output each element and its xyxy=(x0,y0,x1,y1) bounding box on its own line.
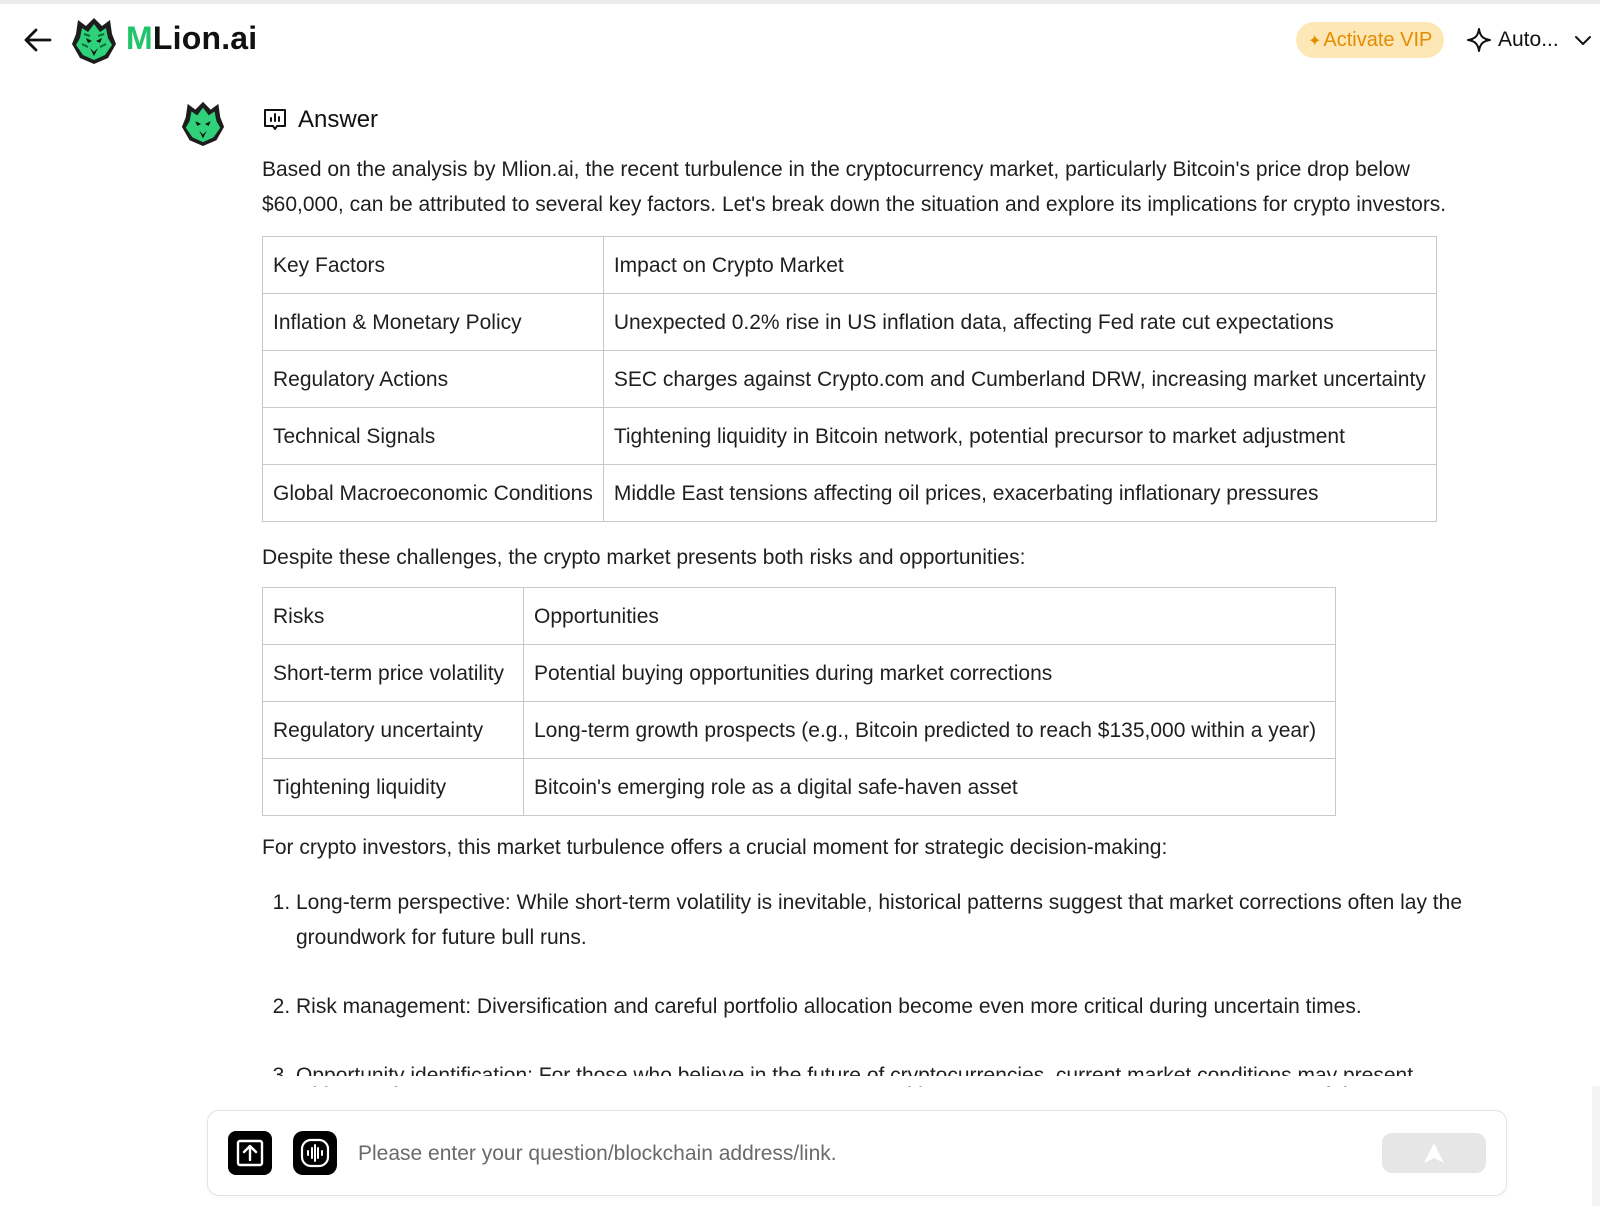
app-header xyxy=(0,4,1600,76)
list-item: 2. Risk management: Diversification and careful portfolio allocation become even more critical during uncertain times. xyxy=(296,989,1492,1024)
question-input[interactable] xyxy=(356,1131,1340,1177)
arrow-up-icon xyxy=(1382,1133,1486,1173)
answer-header xyxy=(262,106,378,134)
brand-name-rest: Lion.ai xyxy=(152,20,258,56)
table-cell: Regulatory uncertainty xyxy=(263,702,524,759)
back-button[interactable] xyxy=(20,22,56,58)
table-row xyxy=(263,294,1437,351)
table-row xyxy=(263,702,1336,759)
activate-vip-label: Activate VIP xyxy=(1323,29,1433,51)
send-button[interactable] xyxy=(1382,1133,1486,1173)
table-cell: Bitcoin's emerging role as a digital safe-haven asset xyxy=(524,759,1336,816)
table-cell: Long-term growth prospects (e.g., Bitcoin predicted to reach $135,000 within a year) xyxy=(524,702,1336,759)
table-header-cell: Opportunities xyxy=(524,588,1336,645)
answer-intro: Based on the analysis by Mlion.ai, the recent turbulence in the cryptocurrency market, particularly Bitcoin's price drop below $60,000, can be attributed to several key factors. Let's break down the situation and explore its implications for crypto investors. xyxy=(262,158,1447,216)
chart-bubble-icon xyxy=(262,107,288,133)
key-factors-table xyxy=(262,236,1437,522)
table-cell: Unexpected 0.2% rise in US inflation data, affecting Fed rate cut expectations xyxy=(603,294,1436,351)
brand-name-prefix: M xyxy=(126,20,153,56)
table-header-cell: Risks xyxy=(263,588,524,645)
waveform-icon xyxy=(293,1131,337,1175)
answer-transition: Despite these challenges, the crypto market presents both risks and opportunities: xyxy=(262,546,1026,569)
table-header-cell: Impact on Crypto Market xyxy=(603,237,1436,294)
strategy-list xyxy=(262,885,1492,1093)
table-cell: Tightening liquidity xyxy=(263,759,524,816)
answer-title: Answer xyxy=(298,106,379,133)
table-row xyxy=(263,465,1437,522)
upload-button[interactable] xyxy=(228,1131,272,1175)
table-cell: Potential buying opportunities during market corrections xyxy=(524,645,1336,702)
answer-closing: For crypto investors, this market turbulence offers a crucial moment for strategic decision-making: xyxy=(262,836,1168,859)
mode-selector[interactable] xyxy=(1466,22,1593,58)
mode-selector-label: Auto... xyxy=(1498,28,1559,51)
activate-vip-button[interactable] xyxy=(1296,22,1444,58)
arrow-left-icon xyxy=(20,22,56,58)
table-cell: Global Macroeconomic Conditions xyxy=(263,465,604,522)
list-item: 1. Long-term perspective: While short-term volatility is inevitable, historical patterns suggest that market corrections often lay the groundwork for future bull runs. xyxy=(296,885,1492,955)
answer-content xyxy=(262,152,1492,1127)
risks-opportunities-table xyxy=(262,587,1336,816)
table-cell: Middle East tensions affecting oil prices, exacerbating inflationary pressures xyxy=(603,465,1436,522)
upload-icon xyxy=(228,1131,272,1175)
table-header-row xyxy=(263,588,1336,645)
table-cell: Inflation & Monetary Policy xyxy=(263,294,604,351)
table-row xyxy=(263,645,1336,702)
star-outline-icon xyxy=(1466,27,1492,53)
lion-head-logo xyxy=(70,14,118,66)
table-cell: Regulatory Actions xyxy=(263,351,604,408)
sparkle-icon: ✦ xyxy=(1308,33,1322,50)
voice-input-button[interactable] xyxy=(293,1131,337,1175)
table-row xyxy=(263,759,1336,816)
table-header-row xyxy=(263,237,1437,294)
table-header-cell: Key Factors xyxy=(263,237,604,294)
chevron-down-icon xyxy=(1573,30,1593,50)
table-row xyxy=(263,351,1437,408)
table-cell: SEC charges against Crypto.com and Cumberland DRW, increasing market uncertainty xyxy=(603,351,1436,408)
table-row xyxy=(263,408,1437,465)
assistant-avatar xyxy=(180,98,226,148)
table-cell: Tightening liquidity in Bitcoin network, potential precursor to market adjustment xyxy=(603,408,1436,465)
composer-bar xyxy=(207,1110,1507,1196)
table-cell: Technical Signals xyxy=(263,408,604,465)
brand-name xyxy=(126,20,257,57)
scrollbar-track[interactable] xyxy=(1592,1086,1600,1206)
table-cell: Short-term price volatility xyxy=(263,645,524,702)
content-cutoff xyxy=(0,1076,1600,1086)
